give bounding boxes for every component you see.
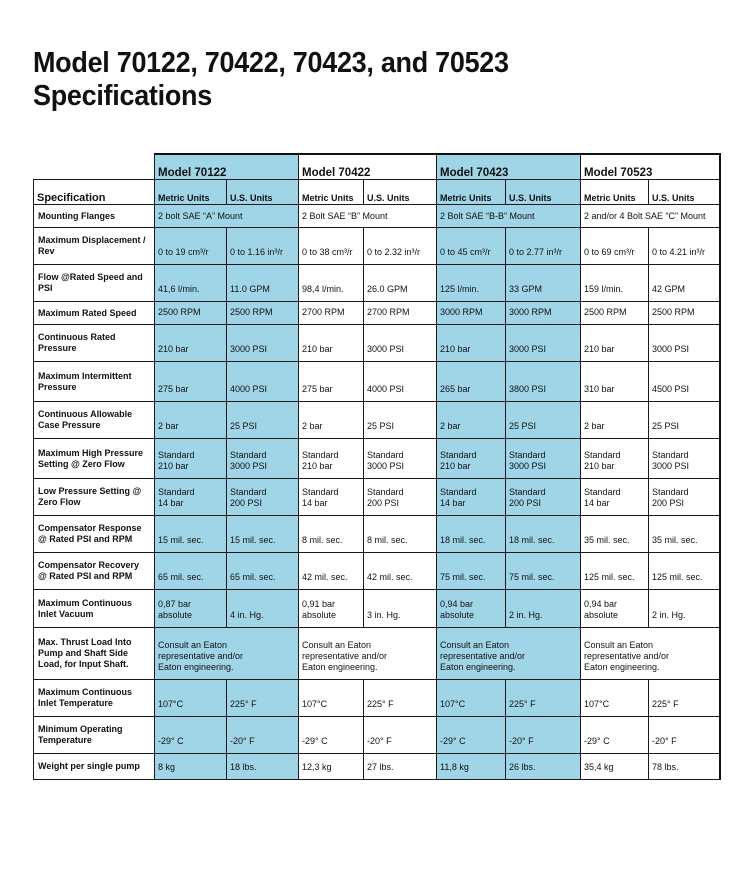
table-cell: 4000 PSI: [364, 362, 437, 402]
row-label: Compensator Recovery @ Rated PSI and RPM: [34, 553, 155, 590]
table-cell: 35 mil. sec.: [649, 516, 720, 553]
table-cell: 12,3 kg: [299, 754, 364, 780]
table-cell: 0 to 38 cm³/r: [299, 228, 364, 265]
table-cell: 26 lbs.: [506, 754, 581, 780]
table-cell: 0 to 2.77 in³/r: [506, 228, 581, 265]
table-cell: Standard 200 PSI: [364, 479, 437, 516]
unit-header-row: [34, 180, 720, 205]
title-line-2: Specifications: [33, 80, 212, 112]
table-cell: 2 bar: [437, 402, 506, 439]
table-cell: 2 bolt SAE “A” Mount: [155, 205, 299, 228]
table-cell: -20° F: [364, 717, 437, 754]
row-label: Maximum High Pressure Setting @ Zero Flow: [34, 439, 155, 479]
table-cell: 8 kg: [155, 754, 227, 780]
row-label: Maximum Continuous Inlet Temperature: [34, 680, 155, 717]
table-row: [34, 590, 720, 628]
table-cell: 18 mil. sec.: [506, 516, 581, 553]
table-row: [34, 325, 720, 362]
row-label: Maximum Rated Speed: [34, 302, 155, 325]
table-row: [34, 516, 720, 553]
row-label: Max. Thrust Load Into Pump and Shaft Side Load, for Input Shaft.: [34, 628, 155, 680]
table-cell: Standard 14 bar: [581, 479, 649, 516]
table-cell: 225° F: [364, 680, 437, 717]
table-cell: 65 mil. sec.: [227, 553, 299, 590]
table-cell: 3000 PSI: [649, 325, 720, 362]
table-cell: 18 lbs.: [227, 754, 299, 780]
row-label: Minimum Operating Temperature: [34, 717, 155, 754]
table-cell: 3000 RPM: [506, 302, 581, 325]
table-cell: 98,4 l/min.: [299, 265, 364, 302]
unit-header: Metric Units: [155, 180, 227, 205]
table-cell: 2 Bolt SAE “B” Mount: [299, 205, 437, 228]
model-header: Model 70523: [581, 154, 720, 180]
table-cell: 210 bar: [437, 325, 506, 362]
table-cell: -20° F: [649, 717, 720, 754]
table-cell: Standard 210 bar: [581, 439, 649, 479]
table-cell: 3000 PSI: [227, 325, 299, 362]
table-cell: 210 bar: [581, 325, 649, 362]
table-cell: 2 bar: [581, 402, 649, 439]
table-cell: Standard 3000 PSI: [227, 439, 299, 479]
table-cell: 210 bar: [299, 325, 364, 362]
row-label: Low Pressure Setting @ Zero Flow: [34, 479, 155, 516]
table-cell: Consult an Eaton representative and/or Eaton engineering.: [581, 628, 720, 680]
table-row: [34, 553, 720, 590]
table-cell: 125 mil. sec.: [581, 553, 649, 590]
table-cell: Consult an Eaton representative and/or Eaton engineering.: [299, 628, 437, 680]
table-cell: 310 bar: [581, 362, 649, 402]
table-row: [34, 680, 720, 717]
table-row: [34, 228, 720, 265]
table-row: [34, 362, 720, 402]
table-cell: 0,94 bar absolute: [437, 590, 506, 628]
table-cell: 225° F: [649, 680, 720, 717]
row-label: Maximum Intermittent Pressure: [34, 362, 155, 402]
table-row: [34, 402, 720, 439]
table-cell: 4000 PSI: [227, 362, 299, 402]
table-cell: 2 in. Hg.: [649, 590, 720, 628]
table-cell: 25 PSI: [506, 402, 581, 439]
table-cell: 0,91 bar absolute: [299, 590, 364, 628]
table-cell: -29° C: [299, 717, 364, 754]
table-cell: 11,8 kg: [437, 754, 506, 780]
table-cell: 210 bar: [155, 325, 227, 362]
table-cell: 2 in. Hg.: [506, 590, 581, 628]
table-cell: 3000 RPM: [437, 302, 506, 325]
table-cell: Standard 200 PSI: [649, 479, 720, 516]
unit-header: U.S. Units: [649, 180, 720, 205]
table-row: [34, 439, 720, 479]
page-title: [33, 47, 665, 113]
table-cell: 125 mil. sec.: [649, 553, 720, 590]
table-cell: 27 lbs.: [364, 754, 437, 780]
row-label: Compensator Response @ Rated PSI and RPM: [34, 516, 155, 553]
table-cell: 2500 RPM: [581, 302, 649, 325]
table-cell: 2 Bolt SAE “B-B” Mount: [437, 205, 581, 228]
row-label: Mounting Flanges: [34, 205, 155, 228]
unit-header: U.S. Units: [506, 180, 581, 205]
model-header: Model 70423: [437, 154, 581, 180]
row-label: Flow @Rated Speed and PSI: [34, 265, 155, 302]
table-cell: Standard 14 bar: [299, 479, 364, 516]
table-cell: 26.0 GPM: [364, 265, 437, 302]
table-cell: 0 to 69 cm³/r: [581, 228, 649, 265]
table-cell: 0,87 bar absolute: [155, 590, 227, 628]
table-cell: 0 to 1.16 in³/r: [227, 228, 299, 265]
table-cell: 2 bar: [299, 402, 364, 439]
table-row: [34, 205, 720, 228]
table-cell: 25 PSI: [364, 402, 437, 439]
table-cell: 2700 RPM: [364, 302, 437, 325]
table-cell: 65 mil. sec.: [155, 553, 227, 590]
table-cell: 25 PSI: [649, 402, 720, 439]
table-cell: 25 PSI: [227, 402, 299, 439]
table-cell: 18 mil. sec.: [437, 516, 506, 553]
table-cell: 107°C: [581, 680, 649, 717]
table-cell: 2 bar: [155, 402, 227, 439]
table-cell: 3800 PSI: [506, 362, 581, 402]
table-cell: Standard 200 PSI: [227, 479, 299, 516]
table-cell: 225° F: [227, 680, 299, 717]
table-cell: -29° C: [437, 717, 506, 754]
title-line-1: Model 70122, 70422, 70423, and 70523: [33, 47, 509, 79]
table-cell: Standard 3000 PSI: [649, 439, 720, 479]
unit-header: U.S. Units: [227, 180, 299, 205]
table-cell: 2500 RPM: [227, 302, 299, 325]
table-cell: 107°C: [437, 680, 506, 717]
table-row: [34, 628, 720, 680]
table-cell: 75 mil. sec.: [506, 553, 581, 590]
table-cell: Standard 200 PSI: [506, 479, 581, 516]
table-cell: 107°C: [155, 680, 227, 717]
table-cell: 0 to 19 cm³/r: [155, 228, 227, 265]
table-cell: 8 mil. sec.: [299, 516, 364, 553]
model-header: Model 70422: [299, 154, 437, 180]
table-cell: 275 bar: [155, 362, 227, 402]
corner-cell: [34, 154, 155, 180]
table-cell: 2500 RPM: [649, 302, 720, 325]
table-cell: -20° F: [227, 717, 299, 754]
table-cell: 0 to 2.32 in³/r: [364, 228, 437, 265]
table-row: [34, 479, 720, 516]
table-cell: 4500 PSI: [649, 362, 720, 402]
unit-header: Metric Units: [581, 180, 649, 205]
table-cell: Standard 3000 PSI: [364, 439, 437, 479]
table-cell: 15 mil. sec.: [227, 516, 299, 553]
table-cell: 265 bar: [437, 362, 506, 402]
table-cell: -29° C: [581, 717, 649, 754]
table-cell: 2500 RPM: [155, 302, 227, 325]
table-cell: 4 in. Hg.: [227, 590, 299, 628]
table-cell: 42 mil. sec.: [299, 553, 364, 590]
unit-header: Metric Units: [437, 180, 506, 205]
row-label: Maximum Displacement / Rev: [34, 228, 155, 265]
table-row: [34, 265, 720, 302]
table-row: [34, 717, 720, 754]
table-cell: Standard 210 bar: [437, 439, 506, 479]
table-cell: 3000 PSI: [506, 325, 581, 362]
table-cell: Standard 210 bar: [155, 439, 227, 479]
table-cell: Standard 3000 PSI: [506, 439, 581, 479]
row-label: Continuous Allowable Case Pressure: [34, 402, 155, 439]
row-label: Weight per single pump: [34, 754, 155, 780]
table-cell: 75 mil. sec.: [437, 553, 506, 590]
table-cell: 33 GPM: [506, 265, 581, 302]
table-cell: 159 l/min.: [581, 265, 649, 302]
table-cell: 15 mil. sec.: [155, 516, 227, 553]
table-cell: Standard 14 bar: [155, 479, 227, 516]
table-cell: 35,4 kg: [581, 754, 649, 780]
table-cell: 3 in. Hg.: [364, 590, 437, 628]
table-cell: 41,6 l/min.: [155, 265, 227, 302]
table-cell: 225° F: [506, 680, 581, 717]
table-cell: 0 to 45 cm³/r: [437, 228, 506, 265]
table-cell: 107°C: [299, 680, 364, 717]
table-cell: 2700 RPM: [299, 302, 364, 325]
table-cell: 125 l/min.: [437, 265, 506, 302]
row-label: Continuous Rated Pressure: [34, 325, 155, 362]
table-cell: 35 mil. sec.: [581, 516, 649, 553]
table-cell: 0,94 bar absolute: [581, 590, 649, 628]
table-cell: -29° C: [155, 717, 227, 754]
table-cell: 42 GPM: [649, 265, 720, 302]
table-cell: 3000 PSI: [364, 325, 437, 362]
table-cell: 78 lbs.: [649, 754, 720, 780]
table-cell: Consult an Eaton representative and/or Eaton engineering.: [437, 628, 581, 680]
unit-header: Metric Units: [299, 180, 364, 205]
table-cell: 11.0 GPM: [227, 265, 299, 302]
table-cell: 2 and/or 4 Bolt SAE “C” Mount: [581, 205, 720, 228]
model-header-row: [34, 154, 720, 180]
table-cell: 42 mil. sec.: [364, 553, 437, 590]
model-header: Model 70122: [155, 154, 299, 180]
table-cell: -20° F: [506, 717, 581, 754]
specifications-table: [33, 153, 721, 780]
table-row: [34, 302, 720, 325]
table-cell: 275 bar: [299, 362, 364, 402]
table-cell: 0 to 4.21 in³/r: [649, 228, 720, 265]
unit-header: U.S. Units: [364, 180, 437, 205]
table-cell: Consult an Eaton representative and/or Eaton engineering.: [155, 628, 299, 680]
specification-header: Specification: [34, 180, 155, 205]
table-cell: Standard 210 bar: [299, 439, 364, 479]
table-cell: Standard 14 bar: [437, 479, 506, 516]
table-cell: 8 mil. sec.: [364, 516, 437, 553]
row-label: Maximum Continuous Inlet Vacuum: [34, 590, 155, 628]
table-row: [34, 754, 720, 780]
